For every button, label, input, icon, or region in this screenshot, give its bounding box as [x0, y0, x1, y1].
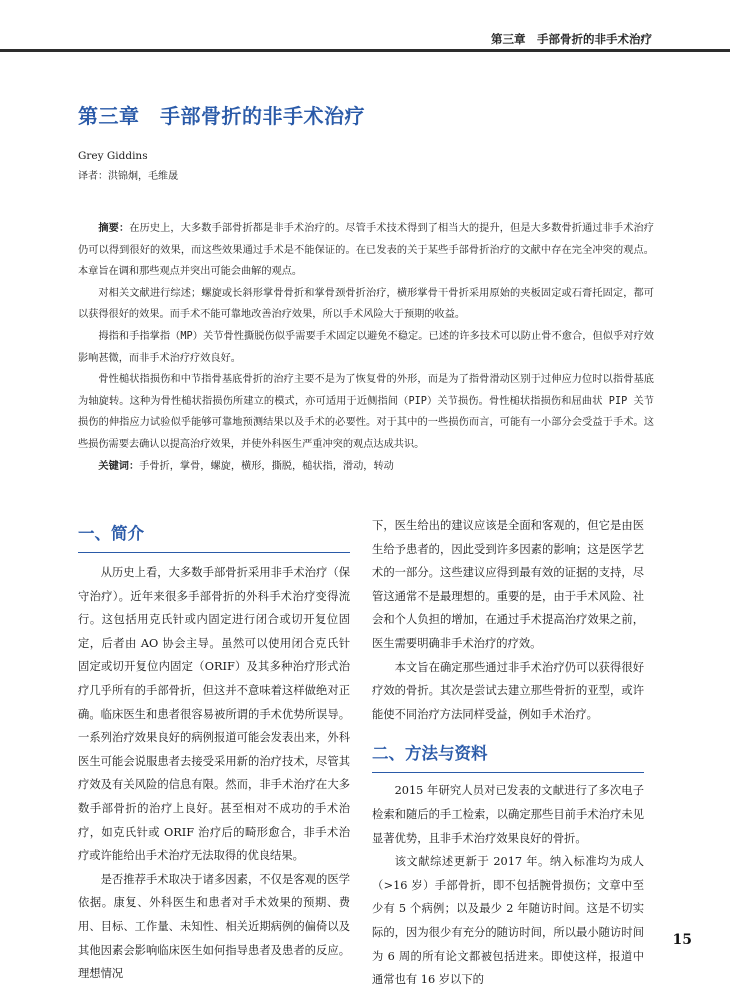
body-paragraph: 是否推荐手术取决于诸多因素，不仅是客观的医学依据。康复、外科医生和患者对手术效果的预期、费用、目标、工作量、未知性、相关近期病例的偏倚以及其他因素会影响临床医生如何指导患者及患者的反应。理想情况 — [78, 872, 350, 981]
abstract-paragraph: 骨性槌状指损伤和中节指骨基底骨折的治疗主要不是为了恢复骨的外形，而是为了指骨滑动区别于过伸应力位时以指骨基底为轴旋转。这种为骨性槌状指损伤所建立的模式，亦可适用于近侧指间（PIP）关节损伤。骨性槌状指损伤和屈曲状 PIP 关节损伤的伸指应力试验似乎能够可靠地预测结果以及手术的必要性。对于其中的一些损伤而言，可能有一小部分会受益于手术。这些损伤需要去确认以提高治疗效果，并使外科医生严重冲突的观点达成共识。 — [78, 374, 654, 450]
body-paragraph: 该文献综述更新于 2017 年。纳入标准均为成人（>16 岁）手部骨折，即不包括腕骨损伤；文章中至少有 5 个病例；以及最少 2 年随访时间。这是不切实际的，因为很少有充分的随访时间，所以最小随访时间为 6 周的所有论文都被包括进来。即使这样，报道中通常也有 16 岁以下的 — [372, 855, 644, 987]
abstract-text: 在历史上，大多数手部骨折都是非手术治疗的。尽管手术技术得到了相当大的提升，但是大多数骨折通过非手术治疗仍可以得到很好的效果，而这些效果通过手术是不能保证的。在已发表的关于某些手部骨折治疗的文献中存在完全冲突的观点。本章旨在调和那些观点并突出可能会曲解的观点。 — [78, 223, 654, 278]
right-column — [372, 514, 644, 992]
body-paragraph: 本文旨在确定那些通过非手术治疗仍可以获得很好疗效的骨折。其次是尝试去建立那些骨折的亚型，或许能使不同治疗方法同样受益，例如手术治疗。 — [372, 660, 644, 721]
abstract-block — [78, 218, 654, 477]
keywords-line — [78, 456, 654, 478]
translator-line: 译者：洪锦炯，毛维晟 — [78, 171, 178, 182]
author-name: Grey Giddins — [78, 150, 148, 162]
chapter-title: 第三章 手部骨折的非手术治疗 — [78, 104, 365, 128]
abstract-paragraph — [78, 218, 654, 283]
header-rule — [0, 49, 730, 52]
abstract-paragraph: 拇指和手指掌指（MP）关节骨性撕脱伤似乎需要手术固定以避免不稳定。已述的许多技术可以防止骨不愈合，但似乎对疗效影响甚微，而非手术治疗疗效良好。 — [78, 330, 654, 364]
body-paragraph: 2015 年研究人员对已发表的文献进行了多次电子检索和随后的手工检索，以确定那些目前手术治疗未见显著优势，且非手术治疗效果良好的骨折。 — [372, 784, 644, 845]
keywords-text: 手骨折，掌骨，螺旋，横形，撕脱，槌状指，滑动，转动 — [139, 460, 394, 472]
left-column — [78, 514, 350, 986]
running-header-title: 第三章 手部骨折的非手术治疗 — [491, 32, 652, 46]
abstract-paragraph: 对相关文献进行综述；螺旋或长斜形掌骨骨折和掌骨颈骨折治疗，横形掌骨干骨折采用原始的夹板固定或石膏托固定，都可以获得很好的效果。而手术不能可靠地改善治疗效果，所以手术风险大于预期的收益。 — [78, 287, 654, 321]
abstract-label: 摘要： — [98, 223, 130, 234]
section-heading-methods: 二、方法与资料 — [372, 734, 644, 773]
page-number: 15 — [672, 932, 692, 948]
body-paragraph: 从历史上看，大多数手部骨折采用非手术治疗（保守治疗）。近年来很多手部骨折的外科手术治疗变得流行。这包括用克氏针或内固定进行闭合或切开复位固定，后者由 AO 协会主导。虽然可以使用闭合克氏针固定或切开复位内固定（ORIF）及其多种治疗形式治疗几乎所有的手部骨折，但这并不意味着这样做绝对正确。临床医生和患者很容易被所谓的手术优势所误导。一系列治疗效果良好的病例报道可能会发表出来，外科医生可能会说服患者去接受采用新的治疗技术，尽管其疗效及有关风险的信息有限。然而，非手术治疗在大多数手部骨折的治疗上良好。甚至相对不成功的手术治疗，如克氏针或 ORIF 治疗后的畸形愈合，非手术治疗或许能给出手术治疗无法取得的优良结果。 — [78, 566, 350, 863]
body-paragraph: 下，医生给出的建议应该是全面和客观的，但它是由医生给予患者的，因此受到许多因素的影响；这是医学艺术的一部分。这些建议应得到最有效的证据的支持，尽管这通常不是最理想的。重要的是，由于手术风险、社会和个人负担的增加，在通过手术提高治疗效果之前，医生需要明确非手术治疗的疗效。 — [372, 519, 644, 650]
keywords-label: 关键词： — [98, 460, 140, 472]
running-header — [0, 26, 730, 52]
section-heading-introduction: 一、简介 — [78, 514, 350, 553]
